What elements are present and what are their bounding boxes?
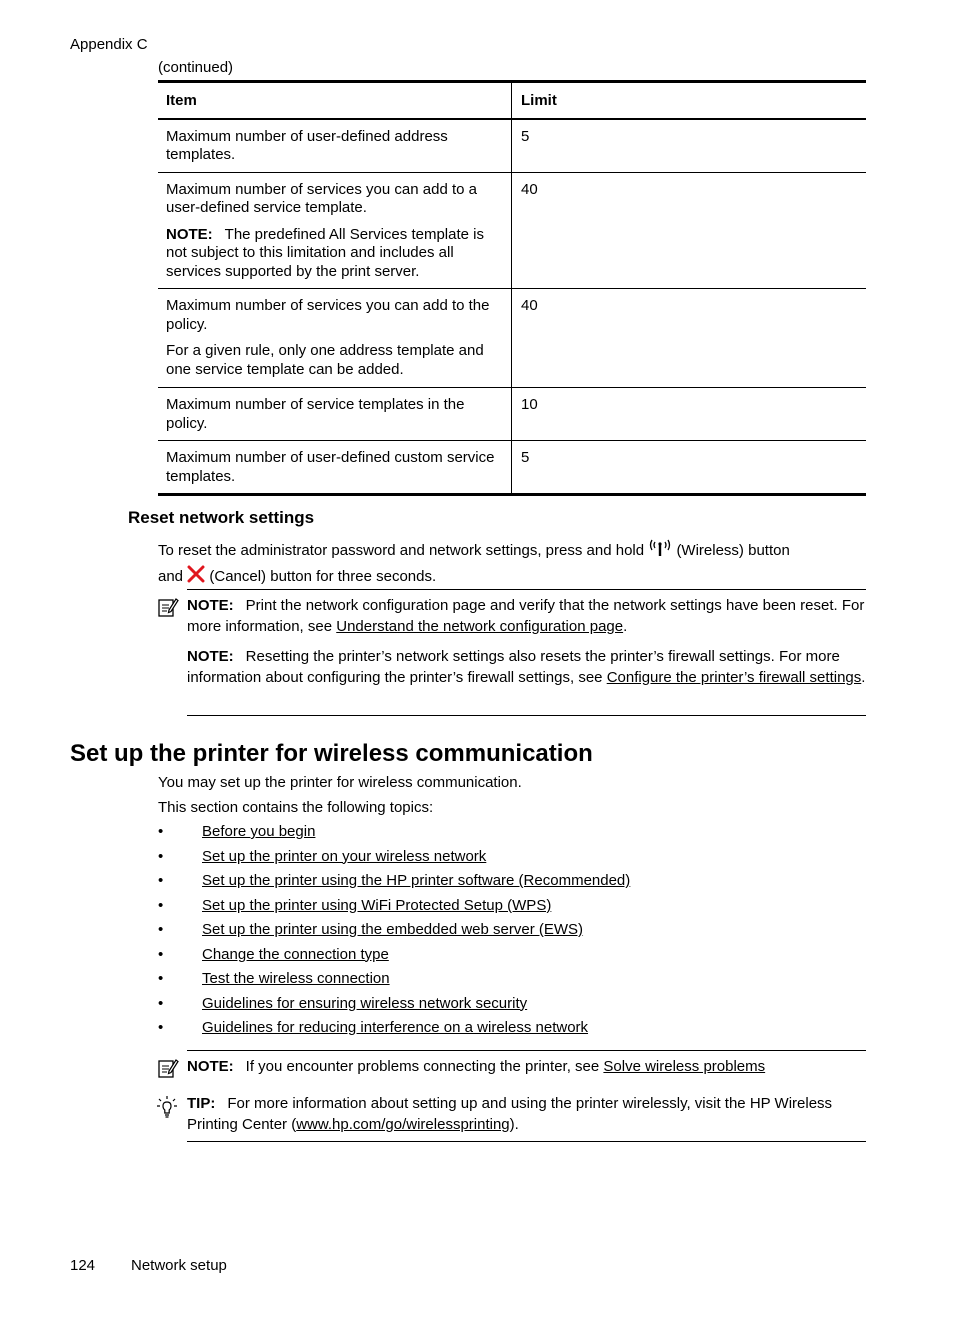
item-text: Maximum number of services you can add to the policy. <box>166 297 490 333</box>
cancel-x-icon <box>187 565 205 589</box>
item-text: Maximum number of service templates in the policy. <box>166 396 465 432</box>
reset-note-2: NOTE: Resetting the printer’s network settings also resets the printer’s firewall settings. For more information about configuring the printer’s firewall settings, see Configure the printer’s firewall settings. <box>187 648 866 686</box>
note-text: The predefined All Services template is not subject to this limitation and includes all services supported by the print server. <box>166 225 484 280</box>
divider <box>187 589 866 590</box>
reset-note-1: NOTE: Print the network configuration page and verify that the network settings have been reset. For more information, see Understand the network configuration page. <box>187 597 865 635</box>
item-note <box>166 226 503 282</box>
topics-intro: This section contains the following topics: <box>158 799 434 816</box>
topic-link[interactable]: Before you begin <box>202 823 316 840</box>
wireless-note <box>187 1057 866 1078</box>
limits-table <box>158 80 866 496</box>
note-label: NOTE: <box>166 225 213 243</box>
reset-text-4: (Cancel) button for three seconds. <box>209 567 437 585</box>
item-text: Maximum number of user-defined custom service templates. <box>166 449 495 485</box>
divider <box>187 1050 866 1051</box>
table-row <box>158 289 866 388</box>
reset-text-1: To reset the administrator password and network settings, press and hold <box>158 541 645 559</box>
reset-network-heading: Reset network settings <box>128 508 315 527</box>
reset-text-2: (Wireless) button <box>676 541 790 559</box>
topic-link[interactable]: Set up the printer using the embedded web server (EWS) <box>202 921 584 938</box>
topic-link[interactable]: Guidelines for reducing interference on a wireless network <box>202 1019 589 1036</box>
bullet: • <box>158 896 164 914</box>
network-config-page-link[interactable]: Understand the network configuration page <box>336 617 624 635</box>
bullet: • <box>158 872 164 889</box>
bullet: • <box>158 847 164 865</box>
item-cell <box>158 441 512 495</box>
item-text: Maximum number of user-defined address templates. <box>166 127 448 163</box>
reset-text-3: and <box>158 567 184 585</box>
topic-link[interactable]: Change the connection type <box>202 945 389 963</box>
topic-link[interactable]: Test the wireless connection <box>202 970 390 987</box>
table-header-row <box>158 82 866 119</box>
topic-link[interactable]: Set up the printer on your wireless network <box>202 847 487 865</box>
bullet: • <box>158 970 164 987</box>
table-row <box>158 172 866 289</box>
item-cell <box>158 172 512 289</box>
note-label: NOTE: <box>187 648 234 665</box>
reset-instructions <box>158 537 866 589</box>
tip-label: TIP: <box>187 1095 216 1112</box>
limit-cell: 5 <box>512 119 867 173</box>
section-heading: Set up the printer for wireless communication <box>70 740 593 767</box>
bullet: • <box>158 945 164 963</box>
topic-link[interactable]: Set up the printer using the HP printer software (Recommended) <box>202 872 631 889</box>
topic-link[interactable]: Guidelines for ensuring wireless network security <box>202 994 528 1012</box>
column-header-item: Item <box>158 82 512 119</box>
item-cell <box>158 388 512 441</box>
bullet: • <box>158 994 164 1012</box>
bullet: • <box>158 1019 164 1036</box>
note-text: Print the network configuration page and verify that the network settings have been reset. For more information, see <box>187 597 865 635</box>
note-text: If you encounter problems connecting the printer, see <box>245 1058 600 1075</box>
column-header-limit: Limit <box>512 82 867 119</box>
intro-text: You may set up the printer for wireless communication. <box>158 774 522 791</box>
wireless-printing-link[interactable]: www.hp.com/go/wirelessprinting <box>296 1115 510 1133</box>
item-text: Maximum number of services you can add to a user-defined service template. <box>166 180 477 216</box>
running-header: Appendix C <box>70 36 148 53</box>
item-text: For a given rule, only one address template and one service template can be added. <box>166 342 484 378</box>
tip-text: For more information about setting up and using the printer wirelessly, visit the HP Wireless Printing Center ( <box>187 1095 833 1133</box>
limit-cell: 40 <box>512 289 867 388</box>
tip-end: ). <box>509 1115 519 1133</box>
note-icon <box>157 1057 179 1079</box>
footer-section-title: Network setup <box>131 1257 227 1274</box>
solve-wireless-problems-link[interactable]: Solve wireless problems <box>603 1058 766 1075</box>
note-label: NOTE: <box>187 597 234 614</box>
firewall-settings-link[interactable]: Configure the printer’s firewall settings <box>606 668 862 686</box>
bullet: • <box>158 823 164 840</box>
divider <box>187 1141 866 1142</box>
table-row <box>158 441 866 495</box>
limit-cell: 10 <box>512 388 867 441</box>
table-row <box>158 119 866 173</box>
item-cell <box>158 289 512 388</box>
lightbulb-icon <box>156 1095 178 1117</box>
note-icon <box>157 596 179 618</box>
topic-link[interactable]: Set up the printer using WiFi Protected Setup (WPS) <box>202 896 552 914</box>
divider <box>187 715 866 716</box>
note-text: Resetting the printer’s network settings also resets the printer’s firewall settings. For more information about configuring the printer’s firewall settings, see <box>187 648 840 686</box>
page-number: 124 <box>70 1257 96 1274</box>
wireless-icon <box>648 537 672 565</box>
limit-cell: 5 <box>512 441 867 495</box>
item-cell <box>158 119 512 173</box>
table-row <box>158 388 866 441</box>
limit-cell: 40 <box>512 172 867 289</box>
wireless-tip <box>187 1094 866 1135</box>
continued-label: (continued) <box>158 59 234 76</box>
bullet: • <box>158 921 164 938</box>
note-label: NOTE: <box>187 1058 234 1075</box>
